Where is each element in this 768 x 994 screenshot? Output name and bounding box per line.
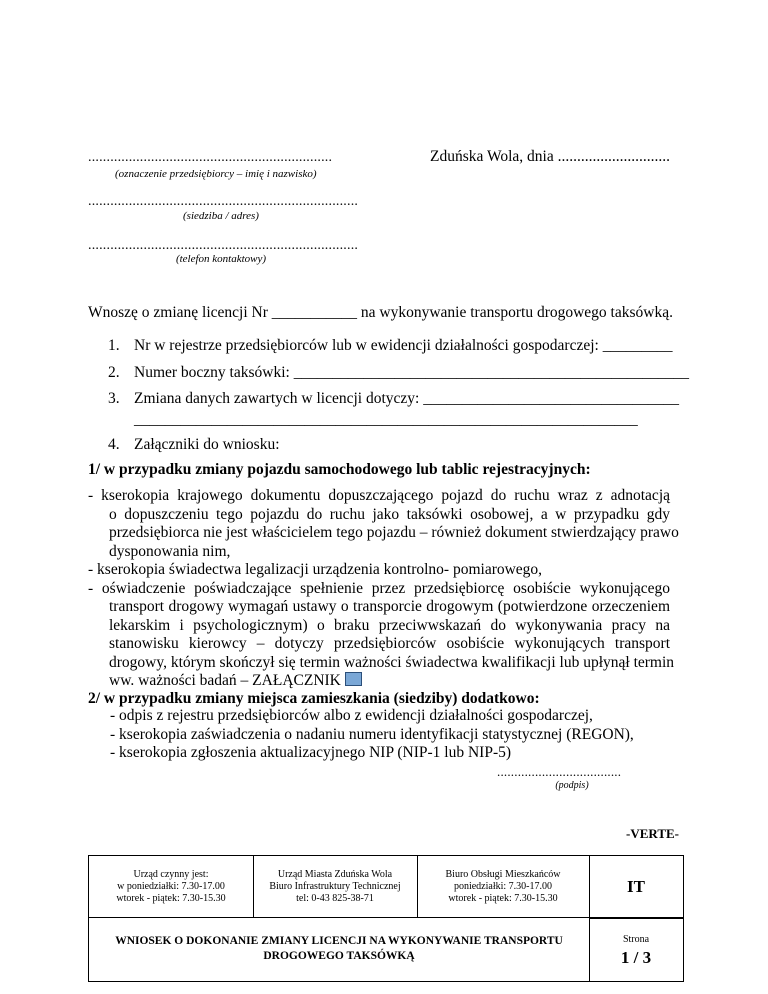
attachment-checkbox[interactable] — [345, 672, 362, 686]
section2-line: - kserokopia zgłoszenia aktualizacyjnego NIP (NIP-1 lub NIP-5) — [110, 744, 512, 761]
item-text: Nr w rejestrze przedsiębiorców lub w ewidencji działalności gospodarczej: _________ — [134, 337, 673, 354]
office-hours-line: w poniedziałki: 7.30-17.00 — [117, 880, 225, 892]
verte-note: -VERTE- — [626, 826, 679, 841]
list-item — [108, 390, 679, 408]
department-code: IT — [627, 876, 645, 896]
signature-field[interactable]: .................................... — [497, 764, 622, 779]
applicant-name-caption: (oznaczenie przedsiębiorcy – imię i nazwisko) — [115, 168, 317, 180]
service-hours-cell — [417, 856, 589, 917]
list-item — [108, 411, 638, 429]
office-contact-line: tel: 0-43 825-38-71 — [296, 892, 374, 904]
service-hours-line: Biuro Obsługi Mieszkańców — [445, 868, 561, 880]
section1-line: o dopuszczeniu tego pojazdu do ruchu jako taksówki osobowej, a w przypadku gdy — [109, 505, 670, 523]
section1-line: - kserokopia świadectwa legalizacji urządzenia kontrolno- pomiarowego, — [88, 561, 543, 578]
section1-line: stanowisku kierowcy – dotyczy przedsiębiorców osobiście wykonujących transport — [109, 635, 670, 652]
office-hours-line: wtorek - piątek: 7.30-15.30 — [116, 892, 226, 904]
item-number: 1. — [108, 337, 120, 354]
address-caption: (siedziba / adres) — [183, 210, 259, 222]
section1-line: - oświadczenie poświadczające spełnienie przez przedsiębiorcę osobiście wykonującego — [88, 579, 670, 597]
section2-line: - odpis z rejestru przedsiębiorców albo z ewidencji działalności gospodarczej, — [110, 707, 593, 724]
section1-body — [88, 487, 679, 691]
section1-line: przedsiębiorca nie jest właścicielem tego pojazdu – również dokument stwierdzający prawo — [109, 524, 679, 541]
office-contact-line: Urząd Miasta Zduńska Wola — [277, 868, 393, 880]
form-title-cell — [89, 917, 589, 981]
service-hours-line: poniedziałki: 7.30-17.00 — [453, 880, 553, 892]
item-text: Zmiana danych zawartych w licencji dotyczy: _________________________________ — [134, 390, 679, 407]
section1-last-line — [109, 672, 670, 691]
section1-line: transport drogowy wymagań ustawy o transporcie drogowym (potwierdzone orzeczeniem — [109, 598, 670, 615]
section1-line: drogowy, którym skończył się termin ważności świadectwa kwalifikacji lub upłynął termin — [109, 653, 675, 671]
section2-heading: 2/ w przypadku zmiany miejsca zamieszkania (siedziby) dodatkowo: — [88, 690, 540, 707]
section1-heading: 1/ w przypadku zmiany pojazdu samochodowego lub tablic rejestracyjnych: — [88, 461, 591, 478]
section1-line: lekarskim i psychologicznym) o braku przeciwwskazań do wykonywania pracy na — [109, 616, 670, 634]
section1-line: dysponowania nim, — [109, 542, 231, 560]
applicant-name-field[interactable]: .................................................................. — [88, 150, 333, 165]
list-item — [108, 436, 280, 454]
signature-caption: (podpis) — [555, 780, 589, 791]
list-item — [108, 364, 689, 382]
section2-body — [110, 707, 634, 763]
office-contact-cell — [253, 856, 417, 917]
item-text: _________________________________________________________________ — [134, 411, 638, 428]
form-title-line: WNIOSEK O DOKONANIE ZMIANY LICENCJI NA WYKONYWANIE TRANSPORTU — [115, 935, 563, 947]
item-number: 4. — [108, 436, 120, 453]
request-line: Wnoszę o zmianę licencji Nr ___________ na wykonywanie transportu drogowego taksówką. — [88, 304, 673, 321]
office-hours-cell — [89, 856, 253, 917]
list-item — [108, 337, 672, 355]
item-number: 3. — [108, 390, 120, 407]
office-hours-line: Urząd czynny jest: — [133, 868, 209, 880]
page-label: Strona — [622, 934, 650, 945]
item-number: 2. — [108, 364, 120, 381]
place-date: Zduńska Wola, dnia ............................. — [430, 148, 670, 165]
item-text: Załączniki do wniosku: — [134, 436, 280, 453]
page-number: 1 / 3 — [620, 948, 652, 967]
form-title-line: DROGOWEGO TAKSÓWKĄ — [263, 950, 415, 962]
section1-line: ww. ważności badań – ZAŁĄCZNIK — [109, 672, 341, 689]
office-contact-line: Biuro Infrastruktury Technicznej — [269, 880, 401, 892]
address-field[interactable]: ......................................................................... — [88, 194, 359, 209]
service-hours-line: wtorek - piątek: 7.30-15.30 — [448, 892, 558, 904]
phone-caption: (telefon kontaktowy) — [175, 253, 267, 265]
section1-line: - kserokopia krajowego dokumentu dopuszczającego pojazd do ruchu wraz z adnotacją — [88, 487, 670, 504]
footer-table — [88, 855, 684, 982]
item-text: Numer boczny taksówki: ___________________________________________________ — [134, 364, 689, 381]
page-number-cell — [589, 917, 683, 981]
section2-line: - kserokopia zaświadczenia o nadaniu numeru identyfikacji statystycznej (REGON), — [110, 725, 634, 743]
phone-field[interactable]: ......................................................................... — [88, 238, 359, 253]
